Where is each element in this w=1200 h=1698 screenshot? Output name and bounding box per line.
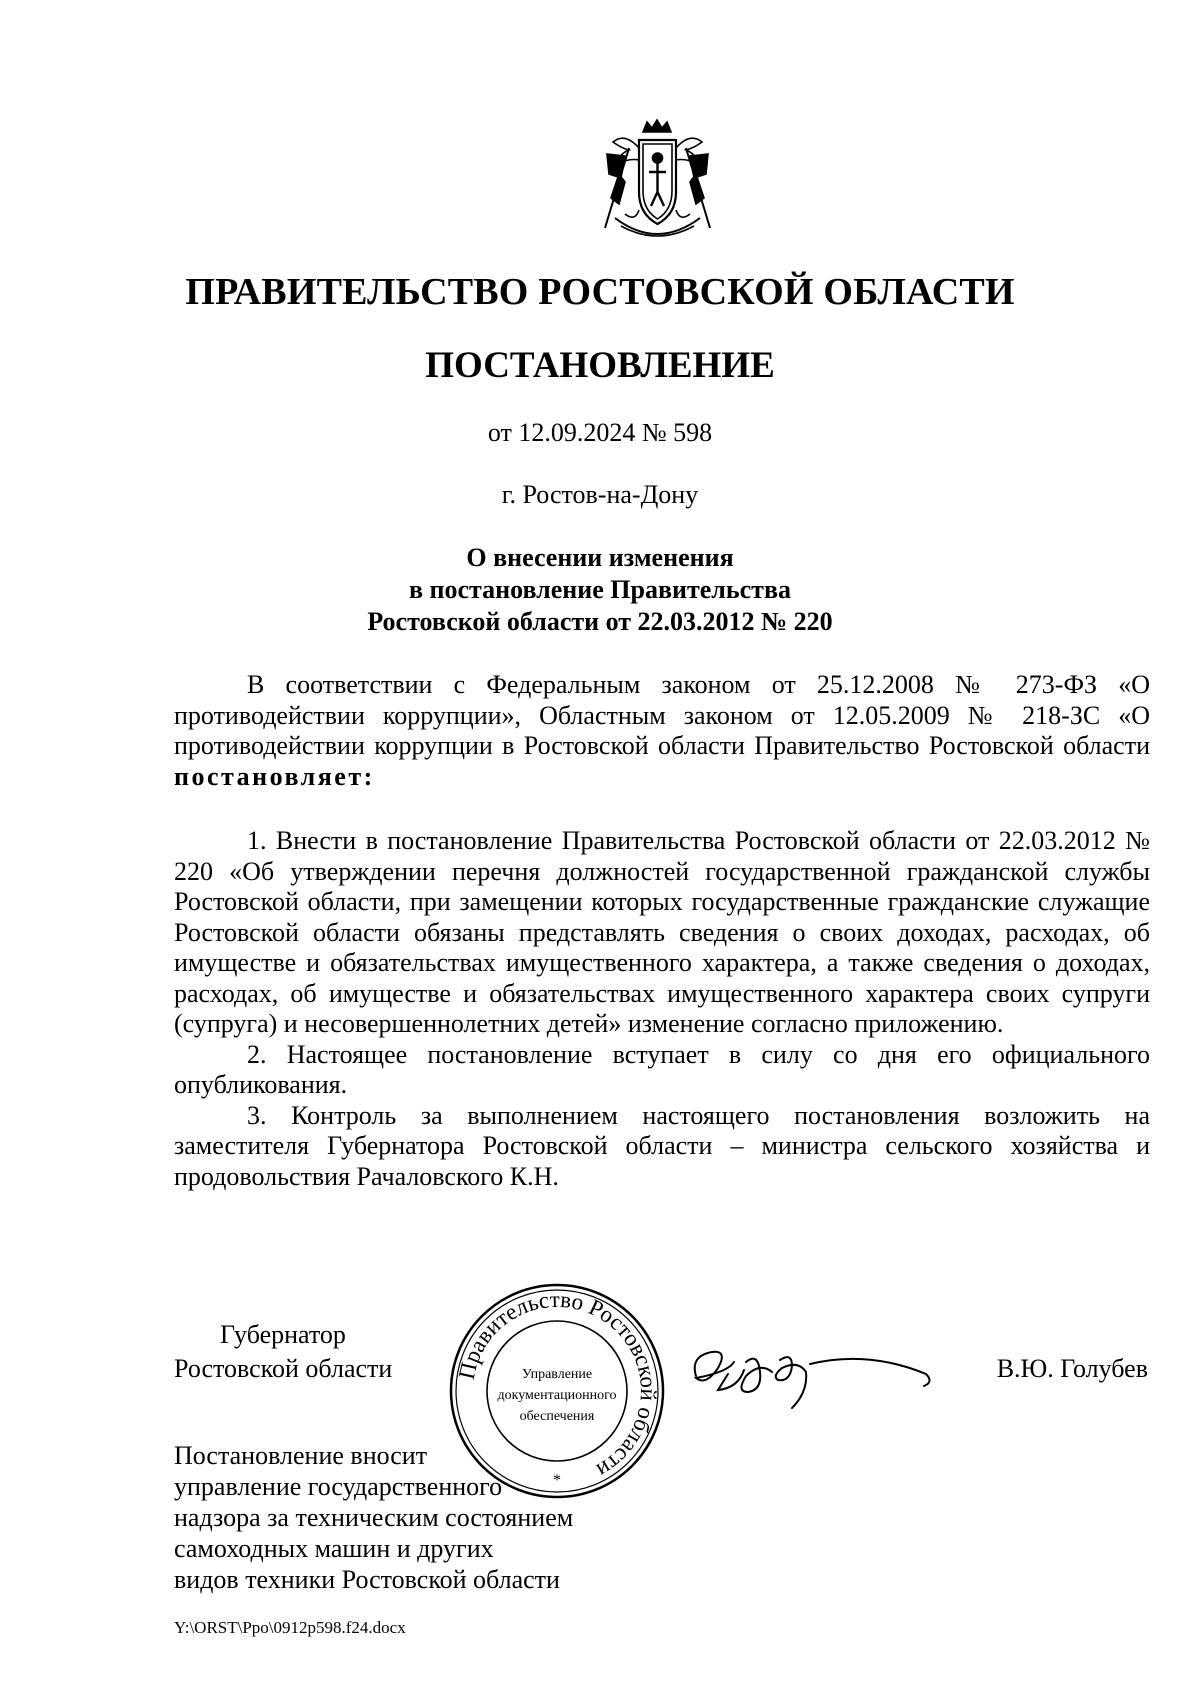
document-date-number: от 12.09.2024 № 598 (487, 418, 713, 447)
author-line: видов техники Ростовской области (174, 1565, 560, 1594)
document-author-note (174, 1440, 573, 1595)
document-type: ПОСТАНОВЛЕНИЕ (425, 345, 775, 386)
preamble-paragraph (174, 670, 1150, 792)
signatory-title-line: Ростовской области (174, 1354, 393, 1383)
author-line: самоходных машин и других (174, 1534, 494, 1563)
resolution-item: 3. Контроль за выполнением настоящего постановления возложить на заместителя Губернатора Ростовской области – министра сельского хозяйства и продовольствия Рачаловского К.Н. (174, 1100, 1150, 1191)
preamble-text: В соответствии с Федеральным законом от 25.12.2008 № 273-ФЗ «О противодействии коррупции», Областным законом от 12.05.2009 № 218-ЗС «О противодействии коррупции в Ростовской области Правительство Ростовской области (174, 670, 1150, 760)
subject-line: О внесении изменения (466, 543, 734, 572)
preamble (174, 670, 1150, 792)
subject-line: Ростовской области от 22.03.2012 № 220 (367, 607, 833, 636)
resolves-word: постановляет: (174, 761, 375, 791)
resolution-item: 1. Внести в постановление Правительства Ростовской области от 22.03.2012 № 220 «Об утверждении перечня должностей государственной гражданской службы Ростовской области, при замещении которых государственные гражданские служащие Ростовской области обязаны представлять сведения о своих доходах, расходах, об имуществе и обязательствах имущественного характера, а также сведения о доходах, расходах, об имуществе и обязательствах имущественного характера своих супруги (супруга) и несовершеннолетних детей» изменение согласно приложению. (174, 826, 1150, 1038)
seal-ring-path: Правительство Ростовской области (453, 1286, 662, 1484)
file-path: Y:\ORST\Ppo\0912p598.f24.docx (174, 1618, 406, 1637)
seal-center-line: Управление (521, 1367, 593, 1382)
signatory-title-line: Губернатор (220, 1320, 346, 1349)
coat-of-arms-icon (595, 118, 720, 246)
document-subject (0, 542, 1200, 638)
subject-line: в постановление Правительства (408, 575, 791, 604)
signatory-title (174, 1318, 392, 1386)
author-line: управление государственного (174, 1472, 503, 1501)
resolution-item: 2. Настоящее постановление вступает в силу со дня его официального опубликования. (174, 1039, 1150, 1099)
author-line: надзора за техническим состоянием (174, 1503, 574, 1532)
organization-name: ПРАВИТЕЛЬСТВО РОСТОВСКОЙ ОБЛАСТИ (185, 271, 1015, 313)
signatory-name: В.Ю. Голубев (996, 1354, 1148, 1383)
seal-star: * (553, 1472, 561, 1489)
document-city: г. Ростов-на-Дону (501, 480, 699, 509)
author-line: Постановление вносит (174, 1441, 428, 1470)
resolution-items (174, 826, 1150, 1192)
seal-center-line: обеспечения (519, 1409, 595, 1424)
handwritten-signature (688, 1332, 938, 1412)
seal-center-line: документационного (497, 1388, 617, 1403)
